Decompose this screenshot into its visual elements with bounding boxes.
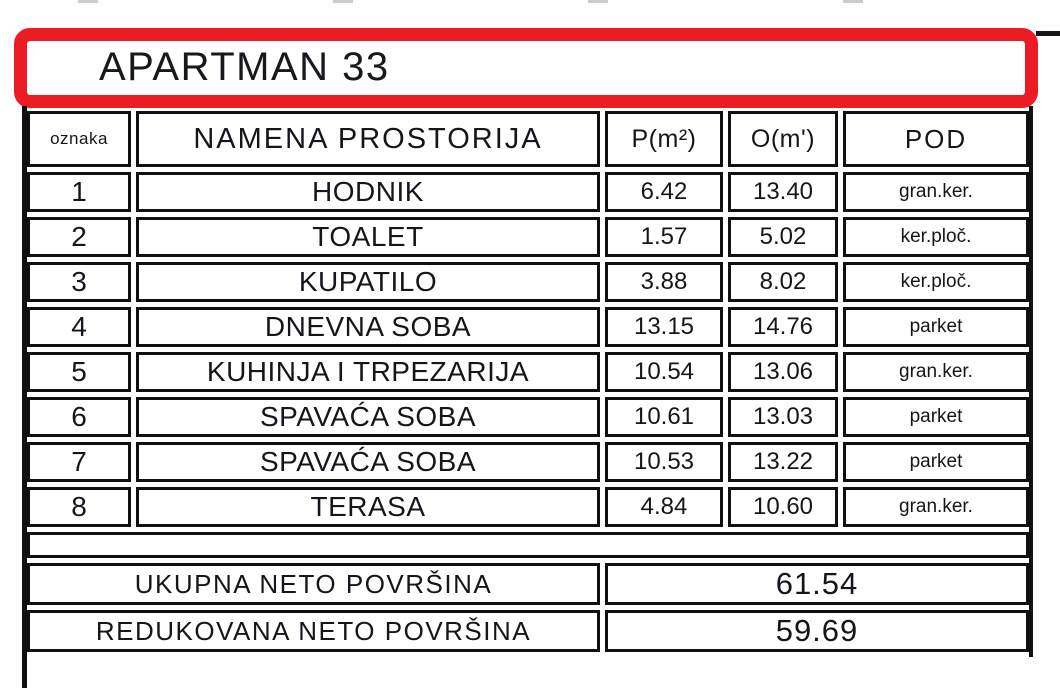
cell-floor-type: parket [843,307,1029,347]
cell-oznaka: 1 [27,172,131,212]
cell-room-name: KUHINJA I TRPEZARIJA [136,352,600,392]
spacer-cell [27,532,1029,558]
apartment-title: APARTMAN 33 [99,45,390,89]
cell-room-name: SPAVAĆA SOBA [136,442,600,482]
table-row [27,217,1029,257]
table-row [27,262,1029,302]
cell-perimeter: 13.06 [728,352,838,392]
cell-floor-type: ker.ploč. [843,217,1029,257]
cell-oznaka: 5 [27,352,131,392]
cell-oznaka: 8 [27,487,131,527]
cell-room-name: DNEVNA SOBA [136,307,600,347]
cell-oznaka: 7 [27,442,131,482]
table-row [27,307,1029,347]
summary-row-total [27,563,1029,605]
cell-area: 10.53 [605,442,723,482]
cell-oznaka: 2 [27,217,131,257]
cell-room-name: TERASA [136,487,600,527]
total-net-area-label: UKUPNA NETO POVRŠINA [27,563,600,605]
table-row [27,487,1029,527]
cell-perimeter: 13.40 [728,172,838,212]
header-row [27,111,1029,167]
cell-floor-type: gran.ker. [843,172,1029,212]
room-schedule-table [22,106,1034,657]
cell-oznaka: 6 [27,397,131,437]
table-row [27,442,1029,482]
cell-floor-type: gran.ker. [843,352,1029,392]
cell-oznaka: 3 [27,262,131,302]
cropped-tick-mark [843,0,863,3]
header-p-m2: P(m²) [605,111,723,167]
cropped-tick-mark [588,0,608,3]
cropped-tick-mark [78,0,98,3]
cell-floor-type: gran.ker. [843,487,1029,527]
cell-area: 3.88 [605,262,723,302]
leader-line [1036,31,1060,36]
header-namena-prostorija: NAMENA PROSTORIJA [136,111,600,167]
cell-perimeter: 10.60 [728,487,838,527]
total-net-area-value: 61.54 [605,563,1029,605]
cell-area: 4.84 [605,487,723,527]
header-oznaka: oznaka [27,111,131,167]
header-pod: POD [843,111,1029,167]
cell-room-name: HODNIK [136,172,600,212]
table-row [27,397,1029,437]
cell-area: 10.54 [605,352,723,392]
summary-row-reduced [27,610,1029,652]
table-row [27,172,1029,212]
cell-perimeter: 8.02 [728,262,838,302]
reduced-net-area-label: REDUKOVANA NETO POVRŠINA [27,610,600,652]
header-o-m: O(m') [728,111,838,167]
cell-area: 13.15 [605,307,723,347]
table-row [27,352,1029,392]
cell-area: 6.42 [605,172,723,212]
red-highlight-box [14,28,1038,108]
cell-room-name: SPAVAĆA SOBA [136,397,600,437]
cell-perimeter: 5.02 [728,217,838,257]
reduced-net-area-value: 59.69 [605,610,1029,652]
cell-oznaka: 4 [27,307,131,347]
cell-floor-type: ker.ploč. [843,262,1029,302]
cell-area: 1.57 [605,217,723,257]
cell-room-name: KUPATILO [136,262,600,302]
cell-perimeter: 13.22 [728,442,838,482]
cell-perimeter: 13.03 [728,397,838,437]
cell-room-name: TOALET [136,217,600,257]
spacer-row [27,532,1029,558]
cell-floor-type: parket [843,442,1029,482]
cell-perimeter: 14.76 [728,307,838,347]
cell-floor-type: parket [843,397,1029,437]
cell-area: 10.61 [605,397,723,437]
cropped-tick-mark [333,0,353,3]
